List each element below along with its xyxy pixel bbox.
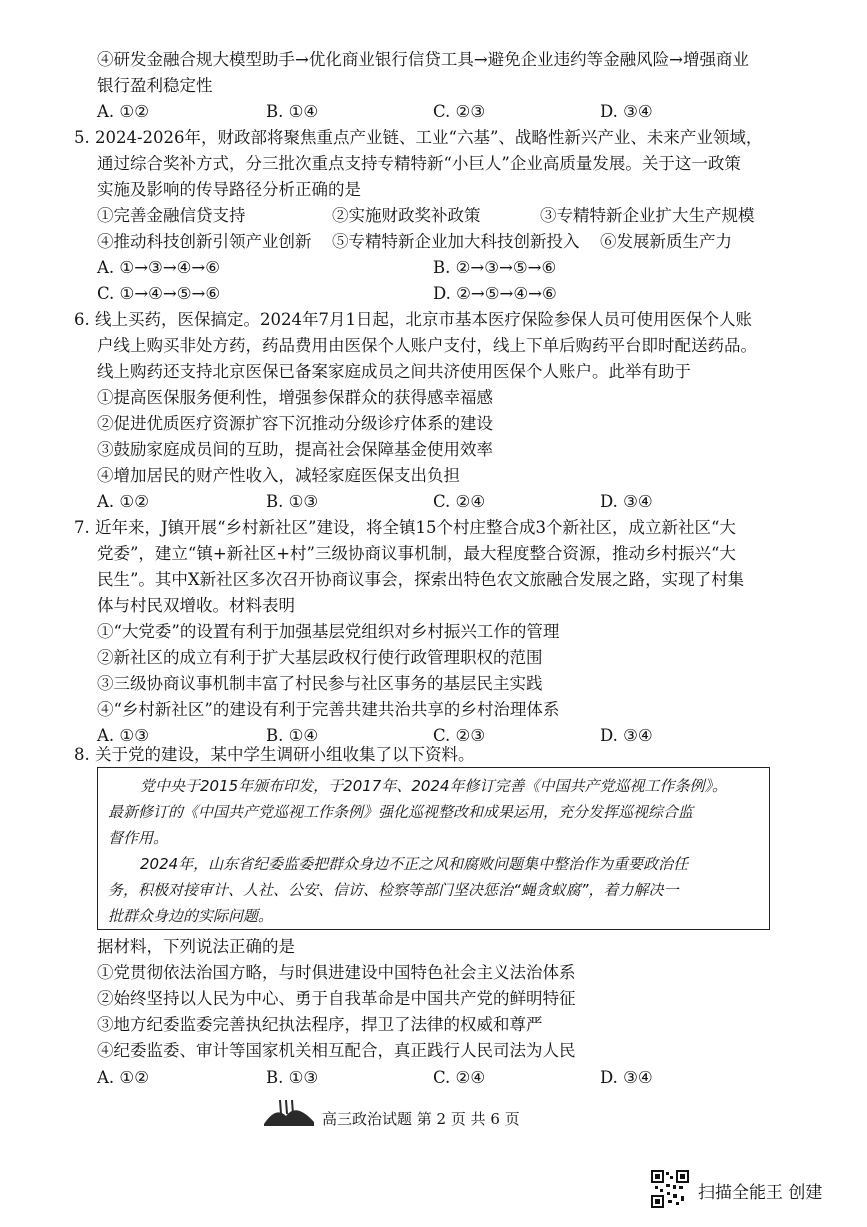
option-b: B. ②→③→⑤→⑥ [433, 258, 557, 277]
option-d: D. ③④ [600, 1068, 653, 1087]
option-d: D. ②→⑤→④→⑥ [433, 284, 557, 303]
q7-stem-line2: 党委”，建立“镇+新社区+村”三级协商议事机制，最大程度整合资源，推动乡村振兴“大 [97, 544, 736, 563]
q7-stem-line3: 民生”。其中X新社区多次召开协商议事会，探索出特色农文旅融合发展之路，实现了村集 [97, 570, 745, 589]
page-footer: 高三政治试题 第 2 页 共 6 页 [322, 1110, 520, 1128]
q5-item-6: ⑥发展新质生产力 [600, 232, 732, 251]
q8-item-1: ①党贯彻依法治国方略，与时俱进建设中国特色社会主义法治体系 [97, 963, 576, 982]
q5-stem-line2: 通过综合奖补方式，分三批次重点支持专精特新“小巨人”企业高质量发展。关于这一政策 [97, 154, 741, 173]
option-d: D. ③④ [600, 102, 653, 121]
q6-stem-line2: 户线上购买非处方药，药品费用由医保个人账户支付，线上下单后购药平台即时配送药品。 [97, 336, 757, 355]
material-line4: 2024年，山东省纪委监委把群众身边不正之风和腐败问题集中整治作为重要政治任 [140, 855, 689, 873]
option-c: C. ②④ [433, 1068, 486, 1087]
option-c: C. ②④ [433, 492, 486, 511]
q7-item-4: ④“乡村新社区”的建设有利于完善共建共治共享的乡村治理体系 [97, 700, 560, 719]
material-line1: 党中央于2015年颁布印发，于2017年、2024年修订完善《中国共产党巡视工作条例》。 [140, 777, 728, 795]
q6-item-4: ④增加居民的财产性收入，减轻家庭医保支出负担 [97, 466, 460, 485]
scanner-watermark: 扫描全能王 创建 [698, 1183, 823, 1203]
q6-item-2: ②促进优质医疗资源扩容下沉推动分级诊疗体系的建设 [97, 414, 493, 433]
option-c: C. ②③ [433, 102, 486, 121]
option-d: D. ③④ [600, 492, 653, 511]
material-line2: 最新修订的《中国共产党巡视工作条例》强化巡视整改和成果运用，充分发挥巡视综合监 [108, 803, 694, 821]
q5-item-2: ②实施财政奖补政策 [332, 206, 481, 225]
q8-item-3: ③地方纪委监委完善执纪执法程序，捍卫了法律的权威和尊严 [97, 1015, 543, 1034]
q7-stem-line4: 体与村民双增收。材料表明 [97, 596, 295, 615]
q8-item-4: ④纪委监委、审计等国家机关相互配合，真正践行人民司法为人民 [97, 1041, 576, 1060]
option-c: C. ②③ [433, 726, 486, 745]
q5-item-3: ③专精特新企业扩大生产规模 [540, 206, 755, 225]
option-a: A. ①② [97, 1068, 149, 1087]
option-a: A. ①② [97, 102, 149, 121]
q6-stem-line1: 6. 线上买药，医保搞定。2024年7月1日起，北京市基本医疗保险参保人员可使用医保个人账 [74, 310, 752, 329]
q6-item-3: ③鼓励家庭成员间的互助，提高社会保障基金使用效率 [97, 440, 493, 459]
option-a: A. ①③ [97, 726, 149, 745]
q4-item-4-line2: 银行盈利稳定性 [97, 76, 213, 95]
q4-item-4-line1: ④研发金融合规大模型助手→优化商业银行信贷工具→避免企业违约等金融风险→增强商业 [97, 50, 749, 69]
material-line6: 批群众身边的实际问题。 [108, 907, 274, 925]
q6-item-1: ①提高医保服务便利性，增强参保群众的获得感幸福感 [97, 388, 493, 407]
q7-item-3: ③三级协商议事机制丰富了村民参与社区事务的基层民主实践 [97, 674, 543, 693]
option-a: A. ①→③→④→⑥ [97, 258, 221, 277]
option-c: C. ①→④→⑤→⑥ [97, 284, 221, 303]
qr-code-icon [651, 1170, 689, 1208]
q6-stem-line3: 线上购药还支持北京医保已备案家庭成员之间共济使用医保个人账户。此举有助于 [97, 362, 691, 381]
q5-item-5: ⑤专精特新企业加大科技创新投入 [332, 232, 580, 251]
q7-item-2: ②新社区的成立有利于扩大基层政权行使行政管理职权的范围 [97, 648, 543, 667]
q8-item-2: ②始终坚持以人民为中心、勇于自我革命是中国共产党的鲜明特征 [97, 989, 576, 1008]
q8-material-box [97, 767, 770, 930]
option-b: B. ①④ [266, 102, 319, 121]
material-line5: 务，积极对接审计、人社、公安、信访、检察等部门坚决惩治“蝇贪蚁腐”，着力解决一 [108, 881, 679, 899]
option-a: A. ①② [97, 492, 149, 511]
q5-item-1: ①完善金融信贷支持 [97, 206, 246, 225]
option-d: D. ③④ [600, 726, 653, 745]
q5-item-4: ④推动科技创新引领产业创新 [97, 232, 312, 251]
q8-stem-line2: 据材料，下列说法正确的是 [97, 937, 295, 956]
q7-stem-line1: 7. 近年来，J镇开展“乡村新社区”建设，将全镇15个村庄整合成3个新社区，成立新社区“大 [74, 518, 736, 537]
option-b: B. ①③ [266, 492, 319, 511]
q5-stem-line1: 5. 2024-2026年，财政部将聚焦重点产业链、工业“六基”、战略性新兴产业、未来产业领域， [74, 128, 763, 147]
q8-stem: 8. 关于党的建设，某中学生调研小组收集了以下资料。 [74, 745, 475, 764]
footer-logo-icon [262, 1098, 317, 1128]
material-line3: 督作用。 [108, 829, 169, 847]
q5-stem-line3: 实施及影响的传导路径分析正确的是 [97, 180, 361, 199]
option-b: B. ①④ [266, 726, 319, 745]
q7-item-1: ①“大党委”的设置有利于加强基层党组织对乡村振兴工作的管理 [97, 622, 560, 641]
option-b: B. ①③ [266, 1068, 319, 1087]
